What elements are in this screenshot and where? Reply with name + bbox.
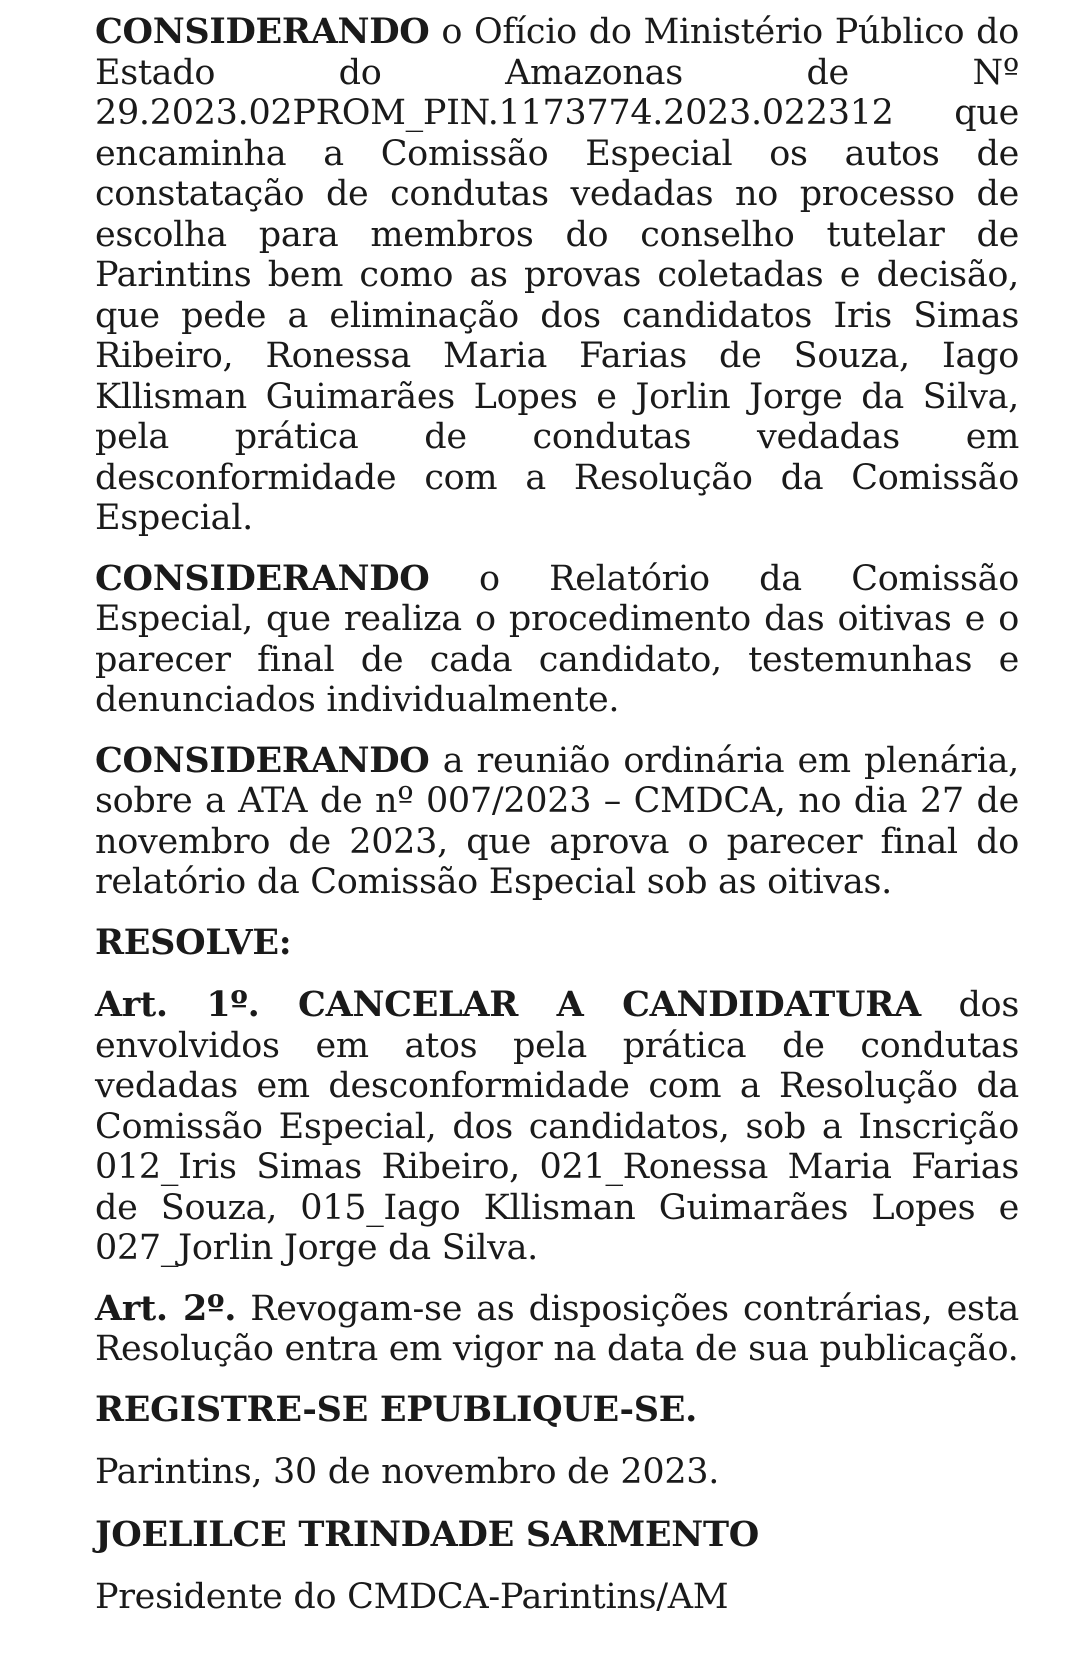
closing-statement: REGISTRE-SE EPUBLIQUE-SE.	[95, 1388, 698, 1430]
paragraph-text: a reunião ordinária em plenária, sobre a ATA de nº 007/2023 – CMDCA, no dia 27 de novembro de 2023, que aprova o parecer final do relatório da Comissão Especial sob as oitivas.	[95, 740, 1019, 902]
paragraph-text: o Relatório da Comissão Especial, que realiza o procedimento das oitivas e o parecer final de cada candidato, testemunhas e denunciados individualmente.	[95, 558, 1019, 720]
article-1	[95, 985, 1019, 1269]
article-text: Revogam-se as disposições contrárias, esta Resolução entra em vigor na data de sua publicação.	[95, 1288, 1019, 1369]
article-2	[95, 1289, 1019, 1370]
article-lead: Art. 2º.	[95, 1287, 237, 1329]
resolve-heading: RESOLVE:	[95, 921, 292, 963]
considerando-paragraph-2	[95, 559, 1019, 721]
paragraph-text: o Ofício do Ministério Público do Estado do Amazonas de Nº 29.2023.02PROM_PIN.1173774.2023.022312 que encaminha a Comissão Especial os autos de constatação de condutas vedadas no processo de escolha para membros do conselho tutelar de Parintins bem como as provas coletadas e decisão, que pede a eliminação dos candidatos Iris Simas Ribeiro, Ronessa Maria Farias de Souza, Iago Kllisman Guimarães Lopes e Jorlin Jorge da Silva, pela prática de condutas vedadas em desconformidade com a Resolução da Comissão Especial.	[95, 12, 1019, 538]
paragraph-lead: CONSIDERANDO	[95, 11, 430, 52]
document-body	[95, 12, 1019, 1640]
considerando-paragraph-1	[95, 12, 1019, 539]
signatory-name: JOELILCE TRINDADE SARMENTO	[95, 1513, 759, 1555]
paragraph-lead: CONSIDERANDO	[95, 557, 430, 599]
article-text: dos envolvidos em atos pela prática de condutas vedadas em desconformidade com a Resolução da Comissão Especial, dos candidatos, sob a Inscrição 012_Iris Simas Ribeiro, 021_Ronessa Maria Farias de Souza, 015_Iago Kllisman Guimarães Lopes e 027_Jorlin Jorge da Silva.	[95, 985, 1019, 1268]
considerando-paragraph-3	[95, 741, 1019, 903]
article-lead: Art. 1º. CANCELAR A CANDIDATURA	[95, 984, 921, 1025]
place-date: Parintins, 30 de novembro de 2023.	[95, 1452, 720, 1492]
signatory-role: Presidente do CMDCA-Parintins/AM	[95, 1577, 729, 1617]
paragraph-lead: CONSIDERANDO	[95, 739, 430, 781]
